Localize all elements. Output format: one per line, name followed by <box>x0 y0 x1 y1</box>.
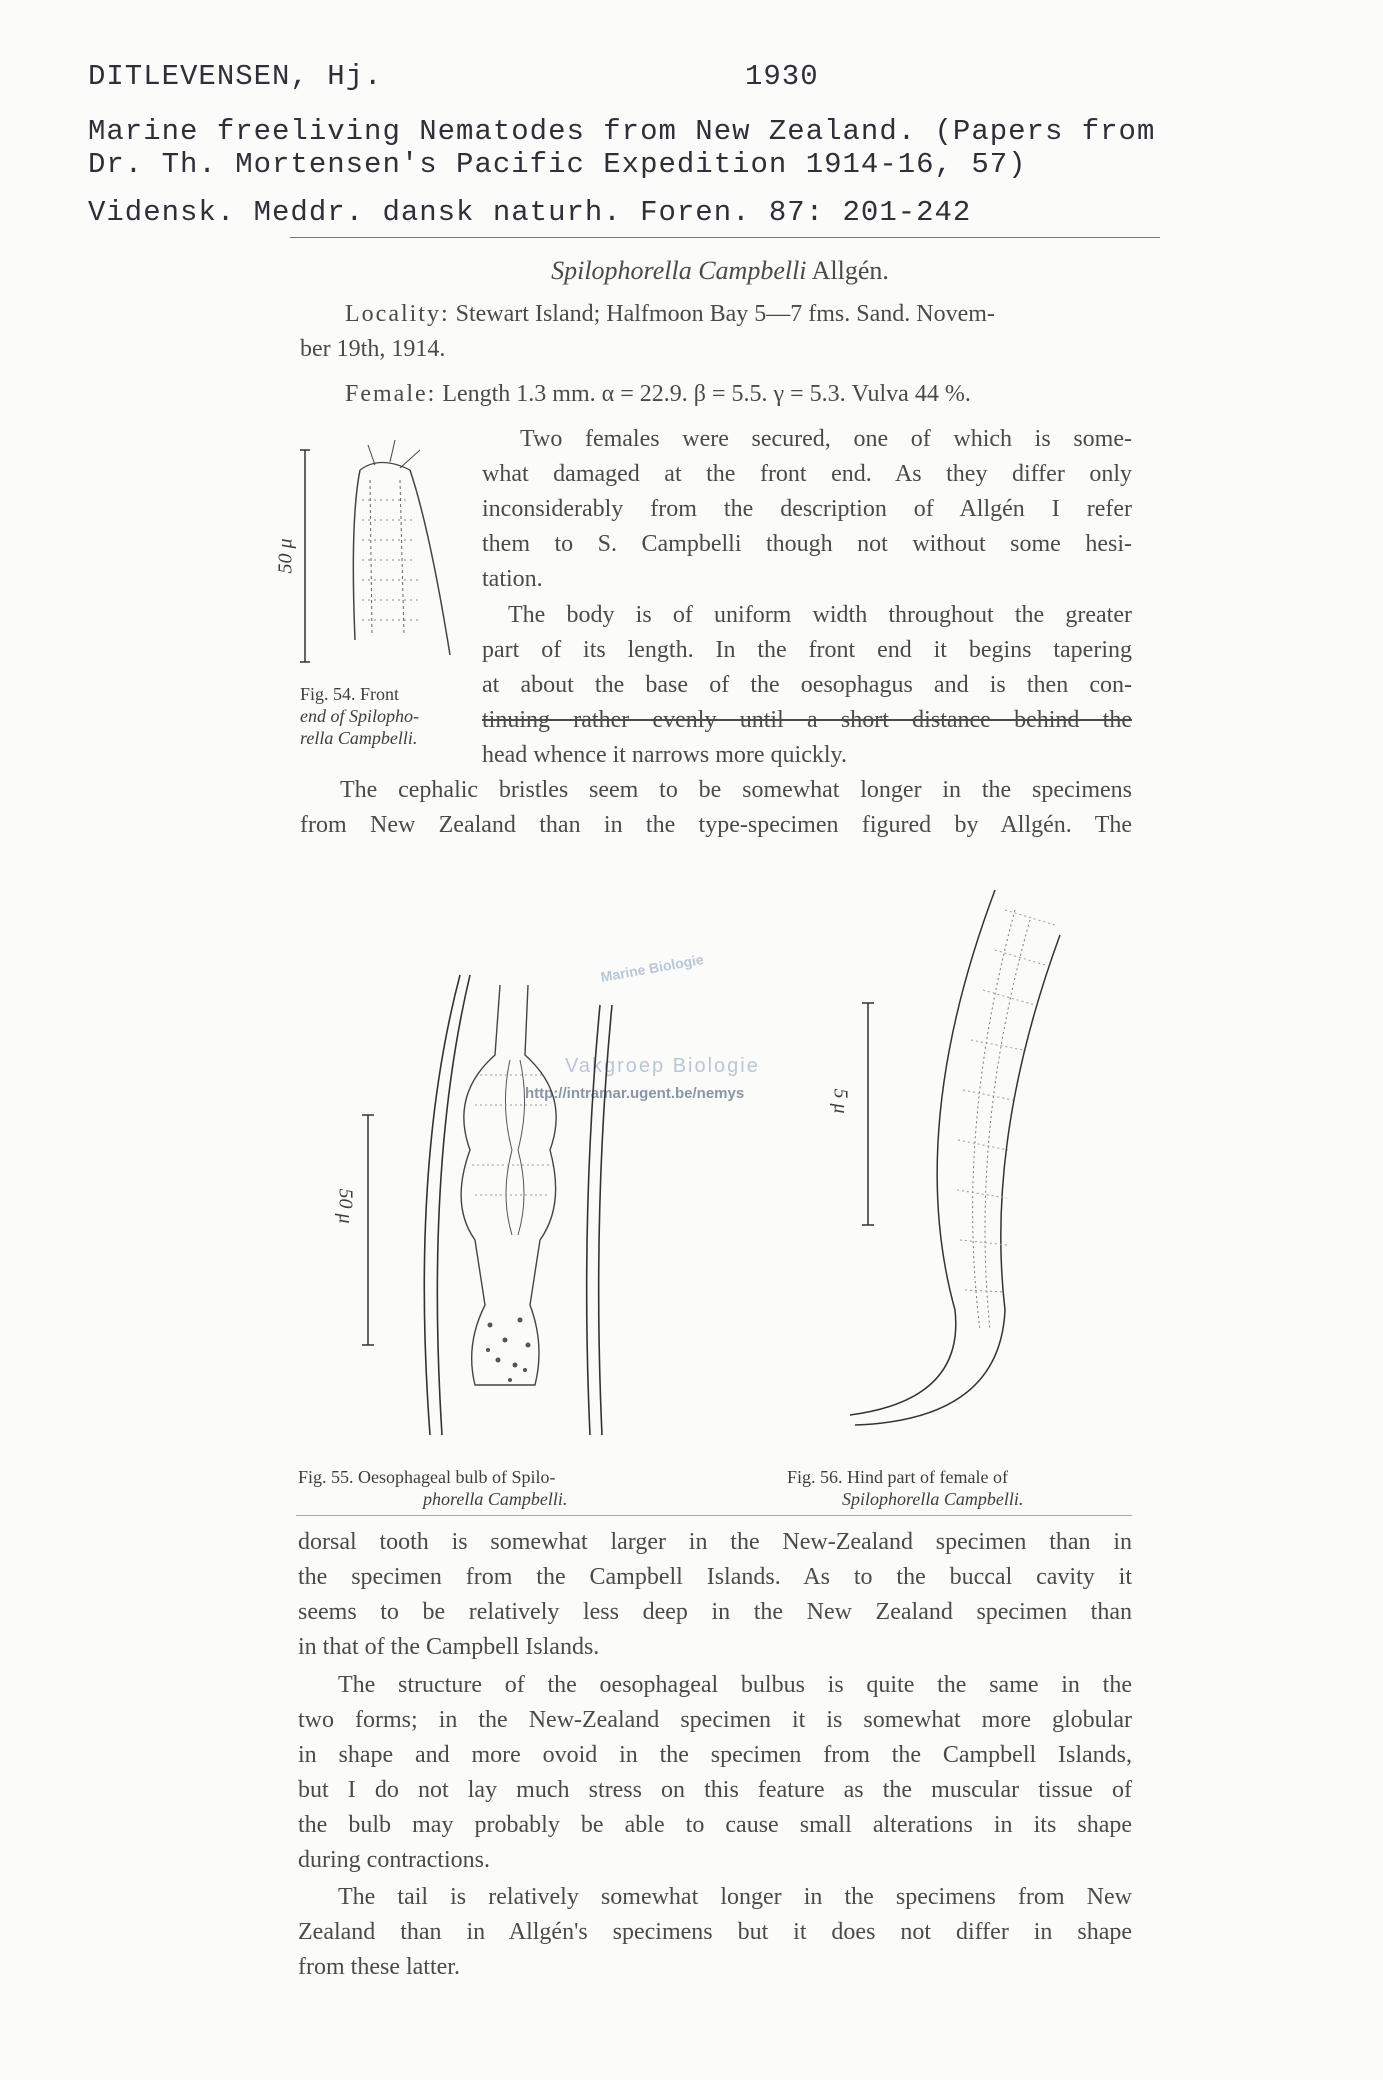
fig54-scale: 50 μ <box>274 538 297 574</box>
locality-label: Locality: <box>345 301 450 327</box>
para1-line4: them to S. Campbelli though not without some hesi- <box>482 531 1132 557</box>
female-measurements <box>345 377 1135 412</box>
fig56-caption-line1: Fig. 56. Hind part of female of <box>787 1467 1008 1487</box>
para4-line3: seems to be relatively less deep in the New Zealand specimen than <box>298 1599 1132 1625</box>
para4-line1: dorsal tooth is somewhat larger in the New-Zealand specimen than in <box>298 1529 1132 1555</box>
para2-line2: part of its length. In the front end it begins tapering <box>482 637 1132 663</box>
para5-line1: The structure of the oesophageal bulbus is quite the same in the <box>338 1672 1132 1698</box>
female-label: Female: <box>345 381 437 407</box>
para5-line3: in shape and more ovoid in the specimen from the Campbell Islands, <box>298 1742 1132 1768</box>
locality-text: Stewart Island; Halfmoon Bay 5—7 fms. Sand. Novem- <box>449 301 995 327</box>
fig54-drawing <box>300 440 460 670</box>
para2-line1: The body is of uniform width throughout the greater <box>508 602 1132 628</box>
para4-line4: in that of the Campbell Islands. <box>298 1634 600 1660</box>
para6-line2: Zealand than in Allgén's specimens but it does not differ in shape <box>298 1919 1132 1945</box>
para1-line5: tation. <box>482 566 543 592</box>
para2-line5: head whence it narrows more quickly. <box>482 742 847 768</box>
locality-line2: ber 19th, 1914. <box>300 336 446 362</box>
citation-title-line2: Dr. Th. Mortensen's Pacific Expedition 1914-16, 57) <box>88 148 1027 181</box>
para6-line1: The tail is relatively somewhat longer in the specimens from New <box>338 1884 1132 1910</box>
citation-title-line1: Marine freeliving Nematodes from New Zealand. (Papers from <box>88 115 1156 148</box>
para5-line4: but I do not lay much stress on this feature as the muscular tissue of <box>298 1777 1132 1803</box>
para1-line2: what damaged at the front end. As they differ only <box>482 461 1132 487</box>
fig55-drawing <box>350 965 610 1435</box>
para2-line4: tinuing rather evenly until a short distance behind the <box>482 707 1132 733</box>
fig54-caption-line3: rella Campbelli. <box>300 728 418 748</box>
para4-line2: the specimen from the Campbell Islands. As to the buccal cavity it <box>298 1564 1132 1590</box>
fig55-scale: 50 μ <box>334 1188 357 1224</box>
para1-line3: inconsiderably from the description of Allgén I refer <box>482 496 1132 522</box>
para6-line3: from these latter. <box>298 1954 460 1980</box>
fig56-caption-line2: Spilophorella Campbelli. <box>842 1489 1024 1509</box>
para5-line6: during contractions. <box>298 1847 490 1873</box>
para3-line1: The cephalic bristles seem to be somewhat longer in the specimens <box>340 777 1132 803</box>
header-rule <box>290 237 1160 238</box>
fig56-drawing <box>845 880 1105 1440</box>
watermark-line1: Marine Biologie <box>599 951 705 985</box>
para5-line5: the bulb may probably be able to cause small alterations in its shape <box>298 1812 1132 1838</box>
para5-line2: two forms; in the New-Zealand specimen it is somewhat more globular <box>298 1707 1132 1733</box>
fig55-caption-line2: phorella Campbelli. <box>423 1489 568 1509</box>
fig56-scale: 5 μ <box>829 1088 852 1114</box>
fig56-scale-bar <box>858 1003 878 1233</box>
figure-rule <box>296 1515 1132 1516</box>
fig54-caption-line2: end of Spilopho- <box>300 706 419 726</box>
citation-journal: Vidensk. Meddr. dansk naturh. Foren. 87: 201-242 <box>88 196 972 229</box>
fig55-scale-bar <box>358 1115 378 1355</box>
fig55-caption-line1: Fig. 55. Oesophageal bulb of Spilo- <box>298 1467 556 1487</box>
female-text: Length 1.3 mm. α = 22.9. β = 5.5. γ = 5.3. Vulva 44 %. <box>436 381 971 407</box>
locality-line1 <box>345 297 1135 332</box>
watermark-line2: Vakgroep Biologie <box>565 1055 760 1077</box>
para1-line1: Two females were secured, one of which is some- <box>520 426 1132 452</box>
fig54-caption-line1: Fig. 54. Front <box>300 684 400 704</box>
species-heading <box>300 253 1140 288</box>
species-name: Spilophorella Campbelli <box>551 256 807 285</box>
citation-year: 1930 <box>745 60 819 93</box>
para3-line2: from New Zealand than in the type-specimen figured by Allgén. The <box>300 812 1132 838</box>
watermark-url: http://intramar.ugent.be/nemys <box>525 1085 745 1102</box>
para2-line3: at about the base of the oesophagus and is then con- <box>482 672 1132 698</box>
citation-author: DITLEVENSEN, Hj. <box>88 60 383 93</box>
species-author: Allgén. <box>806 256 889 285</box>
